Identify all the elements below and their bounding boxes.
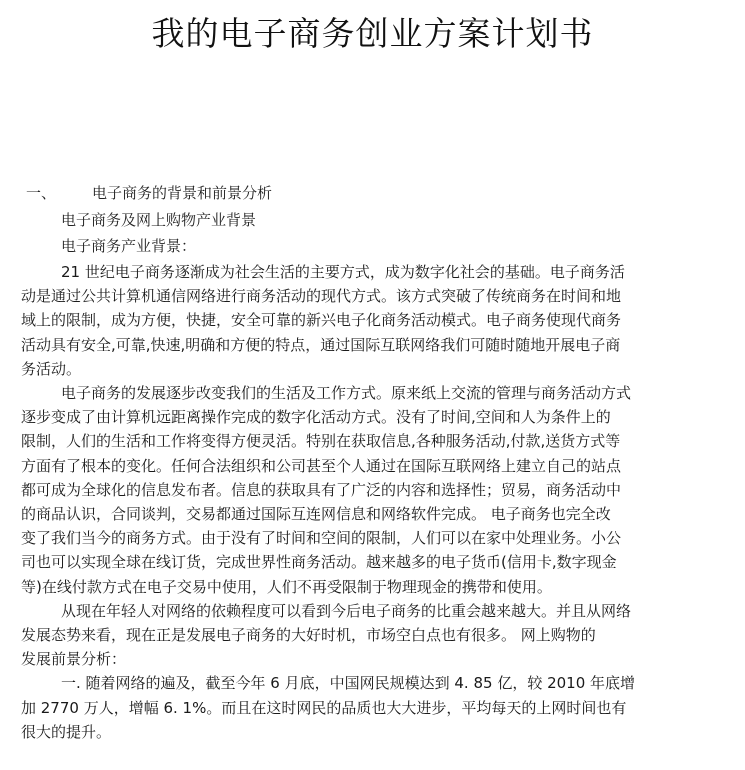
text-line: 逐步变成了由计算机远距离操作完成的数字化活动方式。没有了时间,空间和人为条件上的 [21,408,611,427]
text-line: 加 2770 万人，增幅 6. 1%。而且在这时网民的品质也大大进步，平均每天的上网时间也有 [21,698,627,717]
text-line: 动是通过公共计算机通信网络进行商务活动的现代方式。该方式突破了传统商务在时间和地 [21,287,622,306]
text-line: 域上的限制，成为方便，快捷，安全可靠的新兴电子化商务活动模式。电子商务使现代商务 [21,311,622,330]
section-heading [26,182,272,203]
paragraph [21,599,721,672]
text-line: 电子商务的发展逐步改变我们的生活及工作方式。原来纸上交流的管理与商务活动方式 [61,384,632,403]
paragraph [21,260,721,381]
paragraph [21,671,721,744]
document-title: 我的电子商务创业方案计划书 [151,14,594,53]
subheading-industry-background: 电子商务及网上购物产业背景 [61,211,257,229]
text-line: 从现在年轻人对网络的依赖程度可以看到今后电子商务的比重会越来越大。并且从网络 [61,601,632,620]
text-line: 很大的提升。 [21,722,112,741]
text-line: 发展态势来看，现在正是发展电子商务的大好时机，市场空白点也有很多。 网上购物的 [21,626,596,645]
text-line: 限制，人们的生活和工作将变得方便灵活。特别在获取信息,各种服务活动,付款,送货方式等 [21,432,621,451]
section-heading-text: 电子商务的背景和前景分析 [92,184,273,202]
text-line: 务活动。 [21,359,82,378]
section-number: 一、 [26,184,57,202]
text-line: 发展前景分析： [21,650,127,669]
text-line: 变了我们当今的商务方式。由于没有了时间和空间的限制，人们可以在家中处理业务。小公 [21,529,622,548]
text-line: 活动具有安全,可靠,快速,明确和方便的特点，通过国际互联网络我们可随时随地开展电子商 [21,335,621,354]
text-line: 21 世纪电子商务逐渐成为社会生活的主要方式，成为数字化社会的基础。电子商务活 [61,263,625,281]
text-line: 一. 随着网络的遍及，截至今年 6 月底，中国网民规模达到 4. 85 亿，较 2010 年底增 [61,674,636,693]
text-line: 都可成为全球化的信息发布者。信息的获取具有了广泛的内容和选择性；贸易，商务活动中 [21,480,622,499]
text-line: 等)在线付款方式在电子交易中使用，人们不再受限制于物理现金的携带和使用。 [21,577,552,596]
text-line: 方面有了根本的变化。任何合法组织和公司甚至个人通过在国际互联网络上建立自己的站点 [21,456,622,475]
subheading-ecommerce-background: 电子商务产业背景： [61,237,197,255]
body-text [21,260,721,744]
text-line: 司也可以实现全球在线订货，完成世界性商务活动。越来越多的电子货币(信用卡,数字现金 [21,553,617,572]
paragraph [21,381,721,599]
text-line: 的商品认识，合同谈判，交易都通过国际互连网信息和网络软件完成。 电子商务也完全改 [21,505,611,524]
